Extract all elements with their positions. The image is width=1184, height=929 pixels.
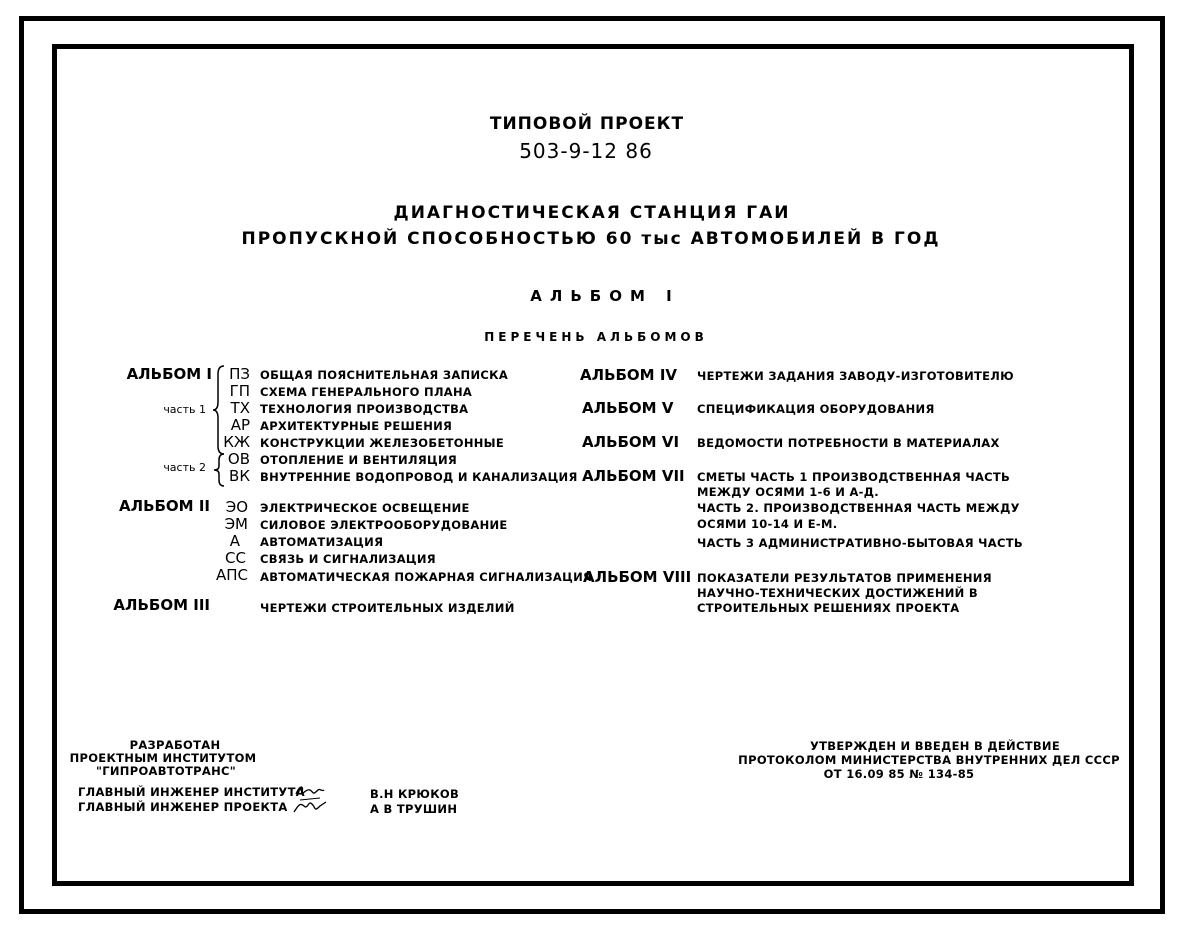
doc-type: ТИПОВОЙ ПРОЕКТ (489, 114, 685, 134)
item-eo: ЭЛЕКТРИЧЕСКОЕ ОСВЕЩЕНИЕ (260, 501, 470, 515)
code-tx: ТХ (230, 399, 250, 417)
approved-line-3: ОТ 16.09 85 № 134-85 (823, 767, 975, 781)
item-vk: ВНУТРЕННИЕ ВОДОПРОВОД И КАНАЛИЗАЦИЯ (260, 470, 578, 484)
developed-line-2: ПРОЕКТНЫМ ИНСТИТУТОМ (69, 751, 257, 765)
item-pz: ОБЩАЯ ПОЯСНИТЕЛЬНАЯ ЗАПИСКА (260, 368, 509, 382)
list-title: ПЕРЕЧЕНЬ АЛЬБОМОВ (484, 330, 708, 344)
album7-line-2: МЕЖДУ ОСЯМИ 1-6 И А-Д. (697, 485, 879, 499)
item-ov: ОТОПЛЕНИЕ И ВЕНТИЛЯЦИЯ (260, 453, 458, 467)
code-ar: АР (230, 416, 250, 434)
code-vk: ВК (229, 467, 250, 485)
album6-label: АЛЬБОМ VI (582, 433, 680, 451)
code-a: А (229, 532, 240, 550)
doc-number: 503-9-12 86 (519, 139, 653, 163)
name-trushin: А В ТРУШИН (370, 802, 458, 816)
album7-label: АЛЬБОМ VII (582, 467, 685, 485)
album8-line-3: СТРОИТЕЛЬНЫХ РЕШЕНИЯХ ПРОЕКТА (697, 601, 960, 615)
album-title: АЛЬБОМ I (530, 287, 680, 305)
signatures-icon (290, 780, 330, 820)
code-em: ЭМ (224, 515, 248, 533)
code-ov: ОВ (227, 450, 250, 468)
code-gp: ГП (229, 382, 250, 400)
album7-line-5: ЧАСТЬ 3 АДМИНИСТРАТИВНО-БЫТОВАЯ ЧАСТЬ (697, 536, 1023, 550)
code-kzh: КЖ (223, 433, 250, 451)
item-kzh: КОНСТРУКЦИИ ЖЕЛЕЗОБЕТОННЫЕ (260, 436, 505, 450)
album8-line-2: НАУЧНО-ТЕХНИЧЕСКИХ ДОСТИЖЕНИЙ В (697, 586, 978, 600)
item-em: СИЛОВОЕ ЭЛЕКТРООБОРУДОВАНИЕ (260, 518, 508, 532)
approved-line-2: ПРОТОКОЛОМ МИНИСТЕРСТВА ВНУТРЕННИХ ДЕЛ СССР (738, 753, 1120, 767)
developed-line-1: РАЗРАБОТАН (129, 738, 221, 752)
developed-line-3: "ГИПРОАВТОТРАНС" (95, 764, 237, 778)
album5-label: АЛЬБОМ V (582, 399, 674, 417)
code-ss: СС (225, 549, 246, 567)
album3-label: АЛЬБОМ III (113, 596, 210, 614)
code-eo: ЭО (225, 498, 248, 516)
album3-text: ЧЕРТЕЖИ СТРОИТЕЛЬНЫХ ИЗДЕЛИЙ (260, 601, 515, 615)
album4-text: ЧЕРТЕЖИ ЗАДАНИЯ ЗАВОДУ-ИЗГОТОВИТЕЛЮ (697, 369, 1014, 383)
album8-label: АЛЬБОМ VIII (583, 568, 692, 586)
title-line-2: ПРОПУСКНОЙ СПОСОБНОСТЬЮ 60 тыс АВТОМОБИЛЕЙ В ГОД (241, 229, 941, 249)
title-line-1: ДИАГНОСТИЧЕСКАЯ СТАНЦИЯ ГАИ (393, 203, 791, 223)
code-aps: АПС (215, 566, 248, 584)
item-aps: АВТОМАТИЧЕСКАЯ ПОЖАРНАЯ СИГНАЛИЗАЦИЯ (260, 570, 593, 584)
album1-part1-label: часть 1 (163, 403, 206, 416)
code-pz: ПЗ (229, 365, 250, 383)
album4-label: АЛЬБОМ IV (580, 366, 678, 384)
chief-institute-label: ГЛАВНЫЙ ИНЖЕНЕР ИНСТИТУТА (78, 785, 305, 799)
album7-line-3: ЧАСТЬ 2. ПРОИЗВОДСТВЕННАЯ ЧАСТЬ МЕЖДУ (697, 501, 1020, 515)
album6-text: ВЕДОМОСТИ ПОТРЕБНОСТИ В МАТЕРИАЛАХ (697, 436, 1000, 450)
item-ar: АРХИТЕКТУРНЫЕ РЕШЕНИЯ (260, 419, 453, 433)
name-krukov: В.Н КРЮКОВ (370, 787, 460, 801)
part2-brace (212, 452, 226, 488)
album2-label: АЛЬБОМ II (119, 497, 210, 515)
item-ss: СВЯЗЬ И СИГНАЛИЗАЦИЯ (260, 552, 436, 566)
chief-project-label: ГЛАВНЫЙ ИНЖЕНЕР ПРОЕКТА (78, 800, 288, 814)
approved-line-1: УТВЕРЖДЕН И ВВЕДЕН В ДЕЙСТВИЕ (809, 739, 1061, 753)
item-tx: ТЕХНОЛОГИЯ ПРОИЗВОДСТВА (260, 402, 469, 416)
item-a: АВТОМАТИЗАЦИЯ (260, 535, 384, 549)
album7-line-4: ОСЯМИ 10-14 И Е-М. (697, 517, 838, 531)
album7-line-1: СМЕТЫ ЧАСТЬ 1 ПРОИЗВОДСТВЕННАЯ ЧАСТЬ (697, 470, 1011, 484)
album8-line-1: ПОКАЗАТЕЛИ РЕЗУЛЬТАТОВ ПРИМЕНЕНИЯ (697, 571, 992, 585)
album5-text: СПЕЦИФИКАЦИЯ ОБОРУДОВАНИЯ (697, 402, 935, 416)
item-gp: СХЕМА ГЕНЕРАЛЬНОГО ПЛАНА (260, 385, 473, 399)
album1-label: АЛЬБОМ I (126, 365, 212, 383)
album1-part2-label: часть 2 (163, 461, 206, 474)
